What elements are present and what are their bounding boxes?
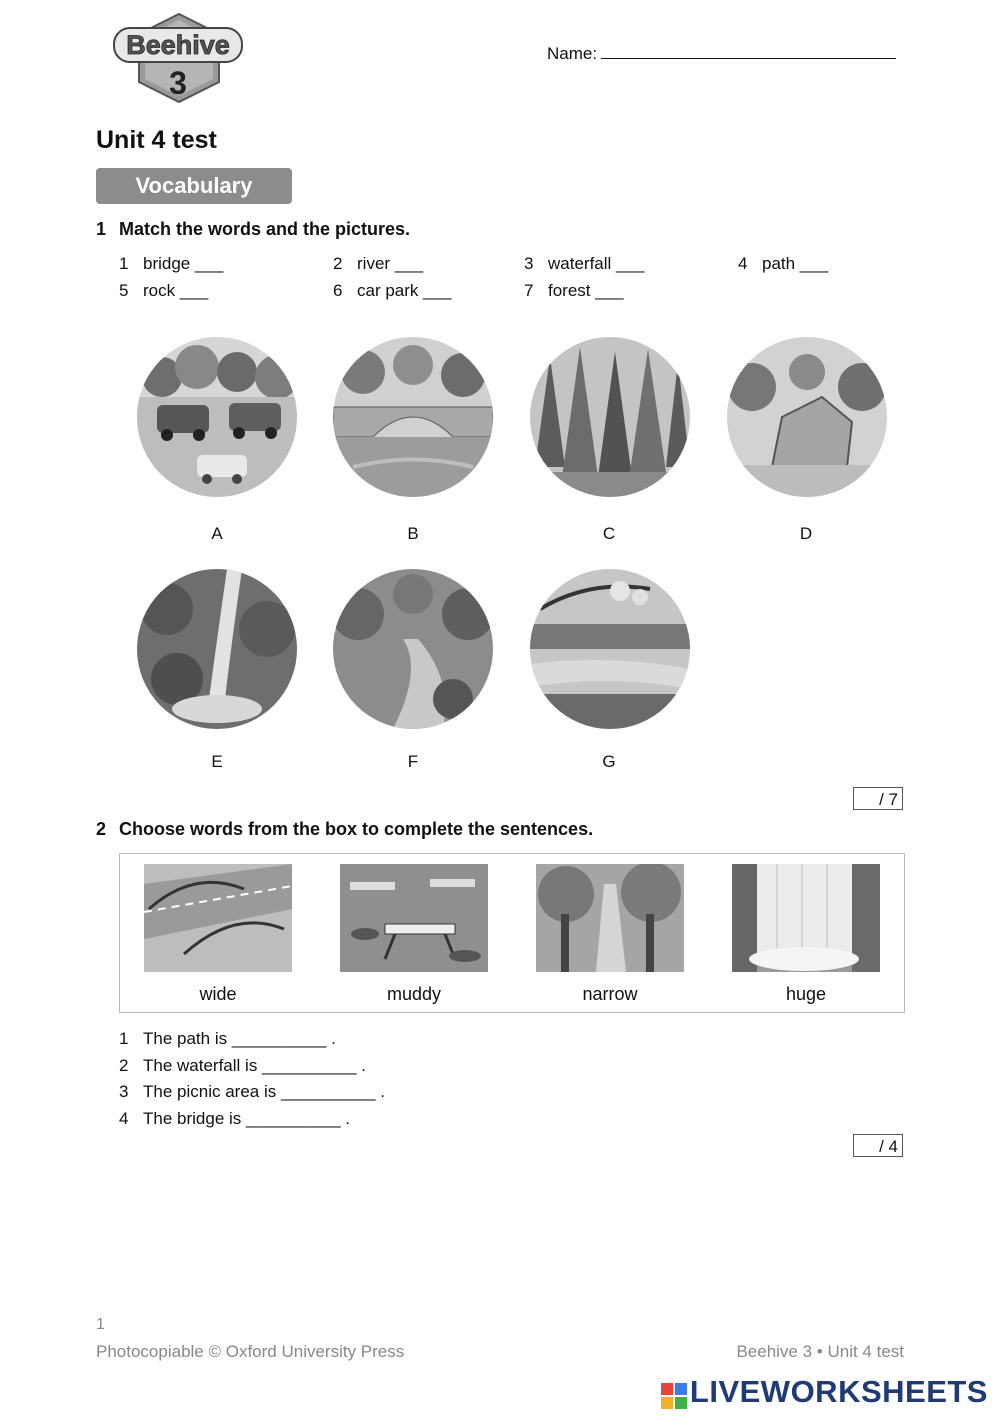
word-item-5: 5 rock ___ [119,281,209,300]
waterfall-picture [137,569,297,729]
muddy-picnic-picture [340,864,488,972]
forest-picture [530,337,690,497]
page-number: 1 [96,1316,105,1333]
exercise2-score-box: / 4 [853,1134,903,1157]
picture-letter-f: F [407,752,419,771]
word-item-2: 2 river ___ [333,254,424,273]
box-word-wide: wide [199,984,237,1004]
sentence-1: 1 The path is __________ . [119,1029,336,1048]
name-underline [601,44,896,59]
liveworksheets-logo-icon [661,1381,687,1407]
river-picture [530,569,690,729]
sentence-4: 4 The bridge is __________ . [119,1109,350,1128]
picture-letter-g: G [602,752,616,771]
word-item-6: 6 car park ___ [333,281,452,300]
picture-letter-e: E [211,752,223,771]
wide-bridge-picture [144,864,292,972]
liveworksheets-watermark: LIVEWORKSHEETS [661,1374,988,1410]
exercise1-heading: 1 Match the words and the pictures. [96,219,411,239]
picture-letter-d: D [799,524,813,543]
path-picture [333,569,493,729]
exercise2-heading: 2 Choose words from the box to complete the sentences. [96,819,594,839]
box-word-muddy: muddy [386,984,442,1004]
copyright-text: Photocopiable © Oxford University Press [96,1342,405,1361]
rock-picture [727,337,887,497]
beehive-logo [112,12,247,104]
picture-letter-c: C [602,524,616,543]
narrow-path-picture [536,864,684,972]
car-park-picture [137,337,297,497]
section-label-vocabulary: Vocabulary [96,168,292,204]
svg-text:3: 3 [169,65,187,101]
book-reference: Beehive 3 • Unit 4 test [736,1342,904,1361]
name-field[interactable] [547,44,896,64]
sentence-3: 3 The picnic area is __________ . [119,1082,385,1101]
svg-text:Beehive: Beehive [126,30,230,60]
box-word-narrow: narrow [582,984,638,1004]
box-word-huge: huge [785,984,827,1004]
word-item-3: 3 waterfall ___ [524,254,645,273]
bridge-picture [333,337,493,497]
name-label: Name: [547,44,598,63]
picture-letter-a: A [211,524,223,543]
picture-letter-b: B [407,524,419,543]
exercise1-score-box: / 7 [853,787,903,810]
word-item-1: 1 bridge ___ [119,254,224,273]
page-title: Unit 4 test [96,126,217,154]
sentence-2: 2 The waterfall is __________ . [119,1056,367,1075]
word-item-7: 7 forest ___ [524,281,624,300]
word-item-4: 4 path ___ [738,254,829,273]
huge-waterfall-picture [732,864,880,972]
